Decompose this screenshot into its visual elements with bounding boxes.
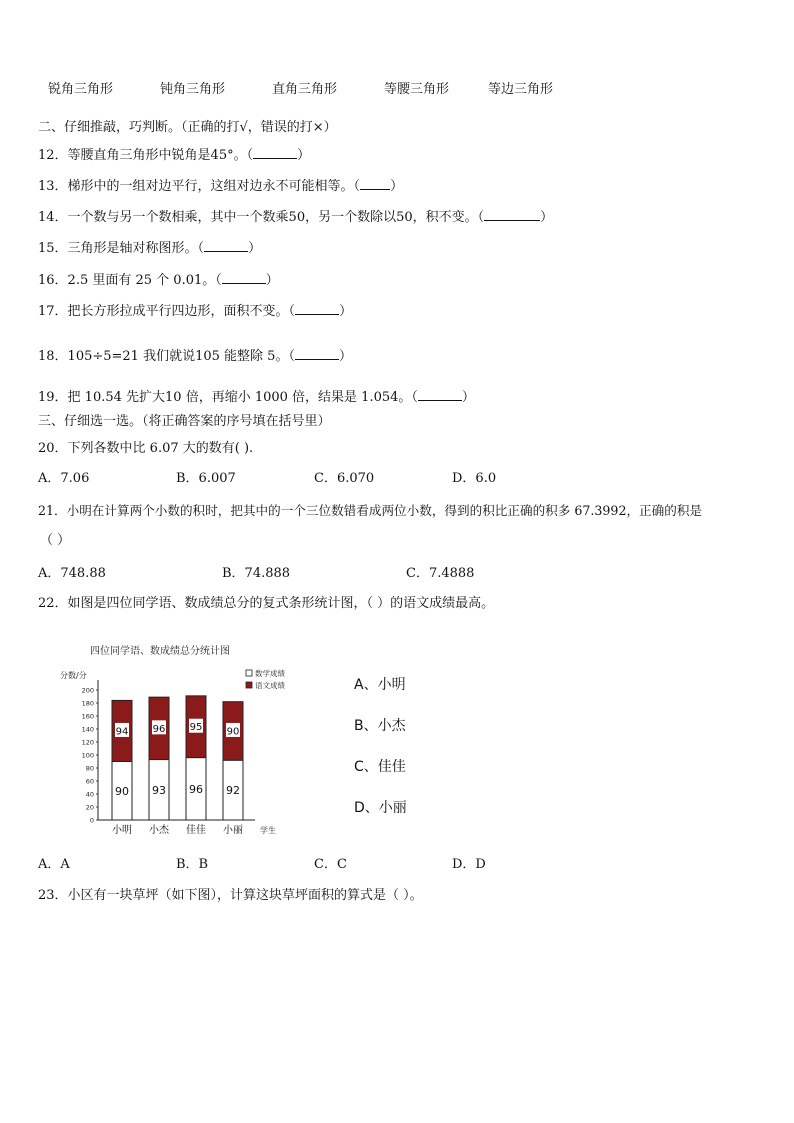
q21-option-b[interactable]: B．74.888 [222,566,291,581]
judgment-13 [38,177,403,195]
question-number: 13． [38,179,68,194]
q22-choice-c[interactable]: C、佳佳 [354,759,406,775]
judgment-19 [38,388,475,406]
answer-blank[interactable] [204,239,248,252]
question-number: 18． [38,349,68,364]
section3-title: 三、仔细选一选。（将正确答案的序号填在括号里） [38,414,331,429]
q21-option-a[interactable]: A．748.88 [38,566,106,581]
x-category-label: 小明 [112,825,132,836]
y-tick-group [82,687,98,825]
q23-stem: 23．小区有一块草坪（如下图），计算这块草坪面积的算式是（ ）。 [38,888,423,903]
question-number: 14． [38,210,68,225]
question-number: 15． [38,241,68,256]
question-text: 105÷5=21 我们就说105 能整除 5。（ [67,349,295,364]
q21-option-c[interactable]: C．7.4888 [406,566,475,581]
y-tick-label: 180 [81,699,94,708]
question-text: 把长方形拉成平行四边形，面积不变。（ [67,304,296,319]
q22-choice-a[interactable]: A、小明 [354,677,406,693]
y-tick-label: 200 [81,686,94,695]
close-paren: ） [540,210,554,225]
question-text: 三角形是轴对称图形。（ [67,241,205,256]
legend-label-chinese: 语文成绩 [255,681,285,690]
y-tick-label: 80 [85,764,94,773]
legend-label-math: 数学成绩 [255,669,285,678]
q22-option-a[interactable]: A．A [38,857,70,872]
triangle-type-equilateral: 等边三角形 [488,82,554,97]
answer-blank[interactable] [360,177,390,190]
y-tick-label: 100 [81,751,94,760]
close-paren: ） [461,390,475,405]
data-label-math: 92 [226,784,240,798]
answer-blank[interactable] [295,302,339,315]
close-paren: ） [297,148,311,163]
q20-option-a[interactable]: A．7.06 [38,471,90,486]
y-tick-label: 0 [89,816,94,825]
x-category-label: 小杰 [149,825,169,836]
question-number: 19． [38,390,68,405]
data-label-chinese: 95 [189,722,203,734]
close-paren: ） [338,349,352,364]
triangle-type-right: 直角三角形 [272,82,338,97]
close-paren: ） [248,241,262,256]
chart-legend [246,668,285,690]
answer-blank[interactable] [222,271,266,284]
question-number: 12． [38,148,68,163]
answer-blank[interactable] [295,347,339,360]
question-text: 一个数与另一个数相乘，其中一个数乘50，另一个数除以50，积不变。（ [67,210,485,225]
close-paren: ） [339,304,353,319]
data-label-chinese: 94 [115,726,129,738]
x-category-label: 佳佳 [186,825,206,836]
q22-choice-d[interactable]: D、小丽 [354,800,407,816]
y-tick-label: 140 [81,725,94,734]
judgment-16 [38,271,279,289]
close-paren: ） [265,273,279,288]
data-label-math: 96 [189,782,203,796]
question-text: 等腰直角三角形中锐角是45°。（ [67,148,254,163]
question-number: 17． [38,304,68,319]
legend-swatch-math [246,670,252,676]
q20-option-b[interactable]: B．6.007 [176,471,236,486]
y-tick-label: 160 [81,712,94,721]
y-tick-label: 40 [85,790,94,799]
y-tick-label: 60 [85,777,94,786]
y-tick-label: 20 [85,803,94,812]
judgment-14 [38,208,553,226]
y-tick-label: 120 [81,738,94,747]
legend-swatch-chinese [246,682,252,688]
section2-title: 二、仔细推敲，巧判断。（正确的打√，错误的打×） [38,120,337,135]
q22-option-d[interactable]: D．D [452,857,486,872]
q22-stem: 22．如图是四位同学语、数成绩总分的复式条形统计图，（ ）的语文成绩最高。 [38,596,495,611]
x-category-label: 小丽 [223,825,243,836]
data-label-math: 90 [115,784,129,798]
question-text: 把 10.54 先扩大10 倍，再缩小 1000 倍，结果是 1.054。（ [67,390,418,405]
judgment-18 [38,347,352,365]
chart-title: 四位同学语、数成绩总分统计图 [90,646,230,657]
q22-option-c[interactable]: C．C [314,857,347,872]
q21-stem: 21．小明在计算两个小数的积时，把其中的一个三位数错看成两位小数，得到的积比正确的积多 67.3992，正确的积是 [38,503,703,518]
triangle-type-acute: 锐角三角形 [48,82,114,97]
q22-choice-b[interactable]: B、小杰 [354,718,406,734]
score-bar-chart [60,640,300,840]
data-label-chinese: 90 [226,726,240,738]
judgment-12 [38,146,310,164]
q21-paren[interactable]: （ ） [40,533,71,548]
data-label-chinese: 96 [152,723,166,735]
bar-group [112,696,243,836]
answer-blank[interactable] [253,146,297,159]
question-text: 梯形中的一组对边平行，这组对边永不可能相等。（ [67,179,361,194]
data-label-math: 93 [152,783,166,797]
question-number: 16． [38,273,68,288]
q22-option-b[interactable]: B．B [176,857,209,872]
judgment-17 [38,302,352,320]
answer-blank[interactable] [418,388,462,401]
close-paren: ） [390,179,404,194]
question-text: 2.5 里面有 25 个 0.01。（ [67,273,222,288]
chart-ylabel: 分数/分 [60,671,87,680]
q20-option-c[interactable]: C．6.070 [314,471,375,486]
chart-xlabel: 学生 [260,826,276,835]
q20-stem: 20．下列各数中比 6.07 大的数有( ). [38,441,254,456]
q20-option-d[interactable]: D．6.0 [452,471,497,486]
answer-blank[interactable] [484,208,540,221]
triangle-type-obtuse: 钝角三角形 [160,82,226,97]
judgment-15 [38,239,261,257]
triangle-type-isosceles: 等腰三角形 [384,82,450,97]
